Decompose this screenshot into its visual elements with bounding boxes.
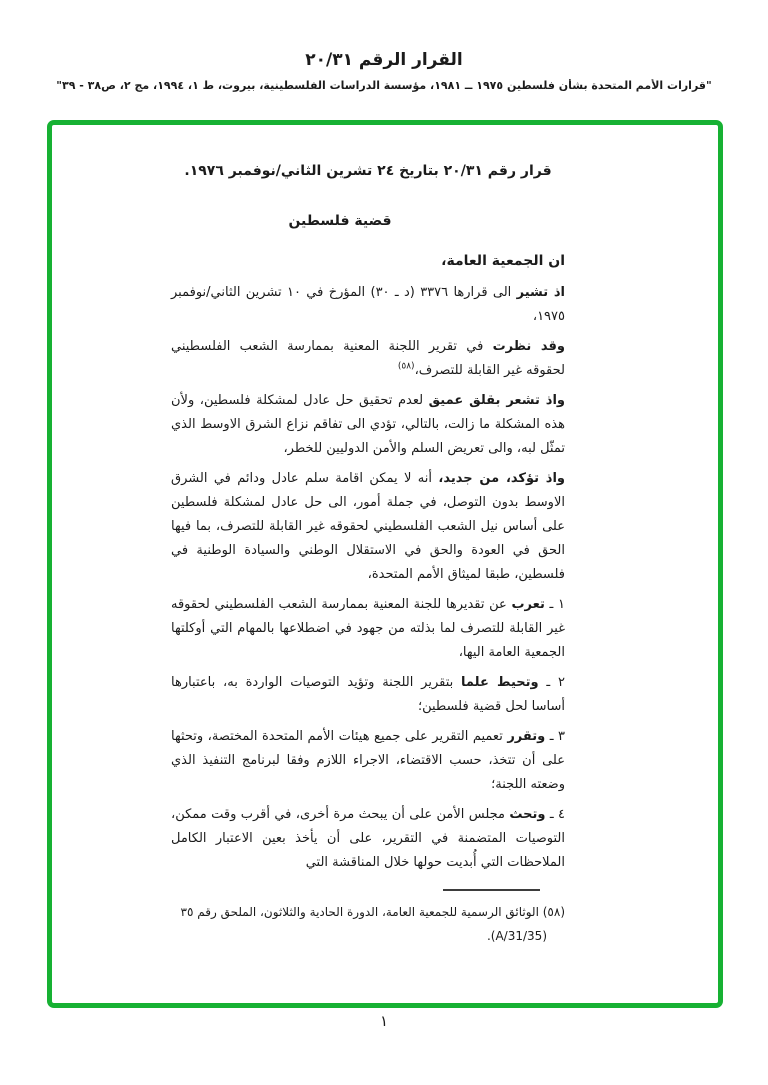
resolution-subject: قضية فلسطين xyxy=(288,213,392,229)
paragraph-text: في تقرير اللجنة المعنية بممارسة الشعب الفلسطيني لحقوقه غير القابلة للتصرف، xyxy=(171,339,565,378)
footnote-separator xyxy=(443,889,540,891)
paragraph-text: أنه لا يمكن اقامة سلم عادل ودائم في الشرق الاوسط بدون التوصل، في جملة أمور، الى حل عادل لمشكلة فلسطين على أساس نيل الشعب الفلسطيني لحقوقه غير القابلة للتصرف، بما فيها الحق في العودة والحق في الاستقلال الوطني والسيادة الوطنية في فلسطين، طبقا لميثاق الأمم المتحدة، xyxy=(171,471,565,582)
annotation-box xyxy=(47,120,723,1008)
opening-line: ان الجمعية العامة، xyxy=(441,253,565,269)
paragraph-lead: واذ تؤكد، من جديد، xyxy=(438,471,565,486)
item-number: ٢ ـ xyxy=(546,675,565,690)
item-number: ٤ ـ xyxy=(549,807,565,822)
paragraph-text: بتقرير اللجنة وتؤيد التوصيات الواردة به، باعتبارها أساسا لحل قضية فلسطين؛ xyxy=(171,675,565,714)
paragraph-text: عن تقديرها للجنة المعنية بممارسة الشعب الفلسطيني لحقوقه غير القابلة للتصرف لما بذلته من جهود في اضطلاعها بالمهام التي أوكلتها الجمعية العامة اليها، xyxy=(171,597,565,660)
operative-paragraph xyxy=(171,803,565,875)
paragraph-lead: تعرب xyxy=(511,597,545,612)
operative-paragraph xyxy=(171,725,565,797)
footnote-text: (٥٨) الوثائق الرسمية للجمعية العامة، الدورة الحادية والثلاثون، الملحق رقم ٣٥ xyxy=(180,905,565,919)
preamble-paragraph xyxy=(171,389,565,461)
page-title: القرار الرقم ٢٠/٣١ xyxy=(305,50,463,70)
footnote-document-symbol: (A/31/35). xyxy=(486,929,547,943)
page-number: ١ xyxy=(379,1012,389,1030)
paragraph-lead: وتحث xyxy=(509,807,546,822)
footnote-area xyxy=(171,889,565,948)
operative-paragraph xyxy=(171,593,565,665)
paragraph-lead: اذ تشير xyxy=(516,285,565,300)
preamble-paragraph xyxy=(171,467,565,587)
resolution-heading: قرار رقم ٢٠/٣١ بتاريخ ٢٤ تشرين الثاني/نوفمبر ١٩٧٦. xyxy=(184,163,552,179)
paragraph-lead: وتقرر xyxy=(507,729,546,744)
operative-paragraph xyxy=(171,671,565,719)
item-number: ٣ ـ xyxy=(549,729,565,744)
item-number: ١ ـ xyxy=(549,597,565,612)
preamble-paragraph xyxy=(171,281,565,329)
paragraph-lead: وتحيط علما xyxy=(461,675,539,690)
paragraph-text: لعدم تحقيق حل عادل لمشكلة فلسطين، ولأن هذه المشكلة ما زالت، بالتالي، تؤدي الى تفاقم نزاع الشرق الاوسط الذي تمثّل لبه، والى تعريض السلم والأمن الدوليين للخطر، xyxy=(171,393,565,456)
paragraph-text: الى قرارها ٣٣٧٦ (د ـ ٣٠) المؤرخ في ١٠ تشرين الثاني/نوفمبر ١٩٧٥، xyxy=(171,285,565,324)
paragraph-lead: واذ تشعر بقلق عميق xyxy=(428,393,566,408)
paragraph-text: مجلس الأمن على أن يبحث مرة أخرى، في أقرب وقت ممكن، التوصيات المتضمنة في التقرير، على أن يأخذ بعين الاعتبار الكامل الملاحظات التي أُبديت حولها خلال المناقشة التي xyxy=(171,807,565,870)
resolution-content xyxy=(52,125,718,948)
source-citation: "قرارات الأمم المتحدة بشأن فلسطين ١٩٧٥ ــ ١٩٨١، مؤسسة الدراسات الفلسطينية، بيروت، ط ١، ١٩٩٤، مج ٢، ص٣٨ - ٣٩" xyxy=(56,79,712,92)
footnote-reference: (٥٨) xyxy=(397,361,415,372)
paragraph-lead: وقد نظرت xyxy=(492,339,565,354)
paragraph-text: تعميم التقرير على جميع هيئات الأمم المتحدة المختصة، وتحثها على أن تتخذ، حسب الاقتضاء، الاجراء اللازم وفقا لبرنامج التنفيذ الذي وضعته اللجنة؛ xyxy=(171,729,565,792)
preamble-paragraph xyxy=(171,335,565,383)
